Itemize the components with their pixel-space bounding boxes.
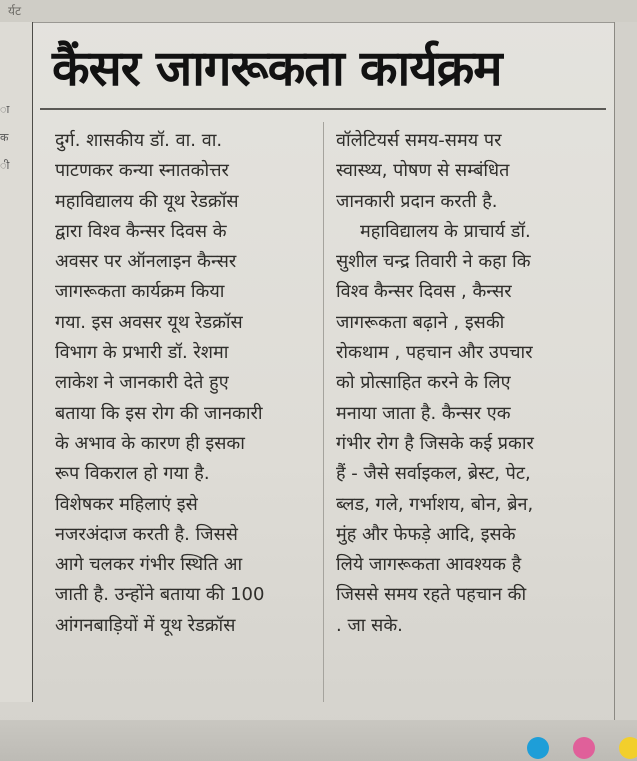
article-column-2 (336, 126, 600, 641)
column-1-line: के अभाव के कारण ही इसका (55, 432, 245, 454)
headline-rule (40, 108, 606, 110)
column-1-line: अवसर पर ऑनलाइन कैन्सर (55, 251, 237, 273)
column-2-line: . जा सके. (336, 614, 403, 636)
article-column-1 (55, 126, 317, 641)
column-2-line: विश्व कैन्सर दिवस , कैन्सर (336, 281, 512, 303)
column-1-line: जागरूकता कार्यक्रम किया (55, 281, 225, 303)
column-2-line: गंभीर रोग है जिसके कई प्रकार (336, 432, 534, 454)
column-2-line: मनाया जाता है. कैन्सर एक (336, 402, 511, 424)
column-1-line: जाती है. उन्होंने बताया की 100 (55, 584, 265, 606)
column-2-line: मुंह और फेफड़े आदि, इसके (336, 523, 516, 545)
column-2-line: सुशील चन्द्र तिवारी ने कहा कि (336, 251, 531, 273)
column-1-line: विशेषकर महिलाएं इसे (55, 493, 198, 515)
column-2-line: जिससे समय रहते पहचान की (336, 584, 527, 606)
column-1-line: विभाग के प्रभारी डॉ. रेशमा (55, 342, 229, 364)
column-2-line: महाविद्यालय के प्राचार्य डॉ. (360, 220, 531, 242)
top-fragment-text: र्यट (8, 4, 22, 18)
previous-article-strip (0, 0, 637, 23)
cyan-registration-mark (527, 737, 549, 759)
magenta-registration-mark (573, 737, 595, 759)
left-fragment: क (0, 131, 9, 144)
column-1-line: द्वारा विश्व कैन्सर दिवस के (55, 220, 227, 242)
column-1-line: आगे चलकर गंभीर स्थिति आ (55, 554, 243, 576)
left-neighbor-column (0, 22, 33, 702)
column-1-line: लाकेश ने जानकारी देते हुए (55, 372, 229, 394)
column-1-line: दुर्ग. शासकीय डॉ. वा. वा. (55, 130, 223, 151)
column-2-line: रोकथाम , पहचान और उपचार (336, 342, 533, 364)
column-1-line: महाविद्यालय की यूथ रेडक्रॉस (55, 190, 239, 212)
column-divider (323, 122, 324, 702)
column-2-line: ब्लड, गले, गर्भाशय, बोन, ब्रेन, (336, 493, 534, 515)
column-1-line: गया. इस अवसर यूथ रेडक्रॉस (55, 311, 243, 333)
column-2-line: को प्रोत्साहित करने के लिए (336, 372, 511, 394)
left-fragment: ा (0, 103, 10, 116)
column-2-line: जागरूकता बढ़ाने , इसकी (336, 311, 505, 333)
column-1-line: आंगनबाड़ियों में यूथ रेडक्रॉस (55, 614, 236, 636)
left-fragment: ी (0, 159, 10, 172)
column-1-line: पाटणकर कन्या स्नातकोत्तर (55, 160, 229, 182)
column-2-line: वॉलेटियर्स समय-समय पर (336, 130, 502, 151)
column-2-line: स्वास्थ्य, पोषण से सम्बंधित (336, 160, 510, 182)
column-2-line: लिये जागरूकता आवश्यक है (336, 554, 522, 576)
column-2-line: जानकारी प्रदान करती है. (336, 190, 498, 212)
column-1-line: बताया कि इस रोग की जानकारी (55, 402, 263, 424)
column-1-line: रूप विकराल हो गया है. (55, 463, 210, 485)
right-neighbor-column (614, 22, 637, 722)
article-headline: कैंसर जागरूकता कार्यक्रम (52, 40, 502, 97)
column-1-line: नजरअंदाज करती है. जिससे (55, 523, 238, 545)
column-2-line: हैं - जैसे सर्वाइकल, ब्रेस्ट, पेट, (336, 463, 531, 485)
yellow-registration-mark (619, 737, 637, 759)
